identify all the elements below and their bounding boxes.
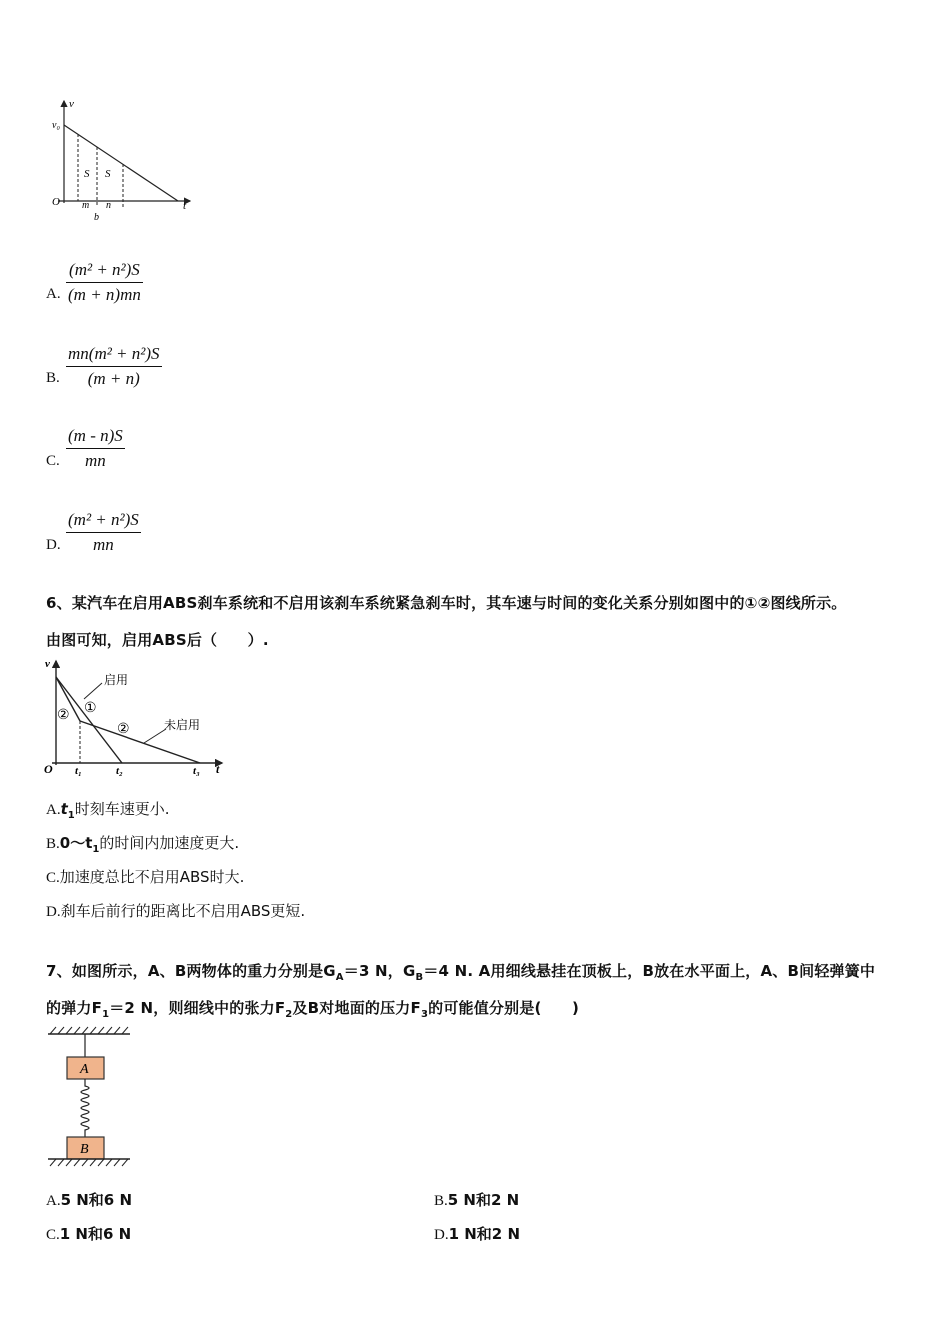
q7-spring-figure (44, 1022, 136, 1172)
label-v0: v₀ (52, 120, 60, 131)
q7-option-d[interactable]: D.1 N和2 N (434, 1225, 521, 1243)
label-t: t (183, 200, 187, 212)
label-n: n (106, 200, 111, 211)
q6-option-c[interactable]: C.加速度总比不启用ABS时大. (46, 868, 245, 886)
option-key: B. (46, 370, 60, 386)
q7-option-b[interactable]: B.5 N和2 N (434, 1191, 520, 1209)
option-fraction (66, 426, 125, 471)
label-abs-off: 未启用 (164, 718, 201, 732)
label-circle-2a: ② (57, 708, 70, 723)
option-key: C. (46, 453, 60, 469)
pointer-on (84, 683, 102, 699)
block-a-label: A (80, 1062, 89, 1077)
q6-vt-graph (40, 655, 230, 780)
option-fraction (66, 344, 162, 389)
q6-option-b[interactable]: $B.0\sim t_1$的时间内加速度更大. (46, 834, 240, 855)
label-b: b (94, 212, 99, 223)
q7-option-a[interactable]: A.5 N和6 N (46, 1191, 133, 1209)
option-fraction (66, 260, 143, 305)
option-fraction (66, 510, 141, 555)
label-origin: O (52, 196, 60, 208)
q7-option-c[interactable]: C.1 N和6 N (46, 1225, 132, 1243)
ceiling-hatch (50, 1027, 128, 1034)
velocity-line (64, 125, 178, 201)
option-key: A. (46, 286, 61, 302)
q7-stem-line1: 7、如图所示，A、B两物体的重力分别是$G_A=3$ N，$G_B=4$ N. A用细线悬挂在顶板上，B放在水平面上，A、B间轻弹簧中 (46, 962, 876, 983)
label-v: v (45, 658, 50, 670)
denominator: (m + n) (87, 369, 140, 388)
numerator: (m² + n²)S (68, 510, 139, 529)
label-t2: t₂ (116, 765, 123, 777)
q5-vt-graph (44, 95, 204, 227)
label-origin: O (44, 762, 53, 776)
q7-stem-line2: 的弹力$F_1=2$ N，则细线中的张力$F_2$及B对地面的压力$F_3$的可能值分别是( ) (46, 999, 580, 1020)
label-area1: S (84, 168, 90, 180)
pointer-off (144, 729, 166, 743)
q6-option-d[interactable]: D.刹车后前行的距离比不启用ABS更短. (46, 902, 306, 920)
numerator: (m² + n²)S (69, 260, 140, 279)
spring (81, 1079, 89, 1137)
label-area2: S (105, 168, 111, 180)
q6-stem-line2: 由图可知，启用ABS后（ ）. (46, 631, 269, 649)
label-t1: t₁ (75, 765, 82, 777)
numerator: (m - n)S (68, 426, 123, 445)
label-t3: t₃ (193, 765, 200, 777)
denominator: mn (92, 535, 114, 554)
q6-stem-line1: 6、某汽车在启用ABS刹车系统和不启用该刹车系统紧急刹车时，其车速与时间的变化关系分别如图中的①②图线所示。 (46, 594, 847, 612)
denominator: mn (84, 451, 106, 470)
label-v: v (69, 98, 74, 110)
label-t: t (216, 762, 220, 776)
label-m: m (82, 200, 90, 211)
block-b-label: B (80, 1142, 89, 1157)
denominator: (m + n)mn (68, 285, 141, 304)
label-circle-2b: ② (117, 722, 130, 737)
label-circle-1: ① (84, 701, 97, 716)
label-abs-on: 启用 (104, 673, 129, 687)
q6-option-a[interactable]: $A.t_1$时刻车速更小. (46, 800, 170, 821)
option-key: D. (46, 537, 61, 553)
floor-hatch (50, 1159, 128, 1166)
numerator: mn(m² + n²)S (68, 344, 160, 363)
